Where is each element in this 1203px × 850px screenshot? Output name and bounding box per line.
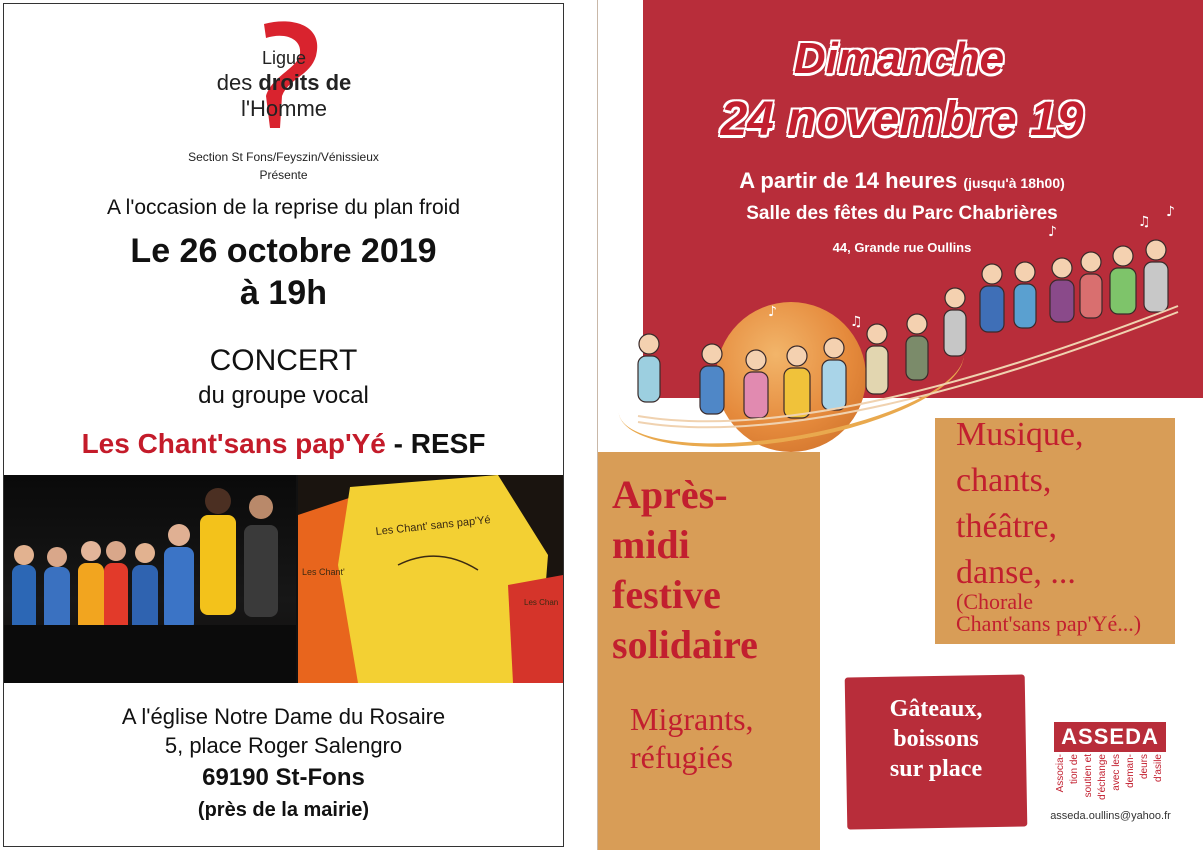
event-day: Dimanche — [793, 34, 1005, 83]
tshirt-photo — [298, 475, 563, 683]
ldh-line3: l'Homme — [240, 96, 328, 121]
festive-line: festive — [612, 572, 721, 617]
event-time-end: (jusqu'à 18h00) — [963, 175, 1065, 191]
asseda-email: asseda.oullins@yahoo.fr — [1050, 810, 1171, 822]
refreshments-line: sur place — [889, 756, 983, 782]
concert-date: Le 26 octobre 2019 — [130, 232, 437, 270]
ldh-line2 — [194, 70, 374, 96]
asseda-desc-col: avec les — [1111, 754, 1122, 791]
left-poster — [3, 3, 564, 847]
tshirt-text-3: Les Chan — [524, 598, 559, 607]
festive-line: Après- — [612, 472, 728, 517]
chorale-line: (Chorale — [956, 589, 1033, 614]
asseda-desc-col: deurs — [1139, 754, 1150, 780]
svg-text:♪: ♪ — [1048, 224, 1057, 240]
svg-text:♪: ♪ — [1166, 204, 1175, 220]
choir-photo — [4, 475, 563, 683]
choir-characters-illustration — [618, 196, 1188, 436]
svg-text:♪: ♪ — [768, 304, 777, 320]
group-suffix: - RESF — [385, 428, 486, 459]
festive-line: midi — [612, 522, 690, 567]
concert-time: à 19h — [240, 274, 327, 312]
tshirt-text-1: Les Chant' sans pap'Yé — [375, 513, 492, 538]
asseda-name: ASSEDA — [1054, 722, 1166, 752]
presents-text: Présente — [259, 168, 308, 182]
activity-item: chants, — [956, 462, 1052, 499]
near-note: (près de la mairie) — [197, 799, 370, 821]
ldh-line2-normal: des — [216, 70, 259, 95]
group-name: Les Chant'sans pap'Yé — [81, 428, 386, 459]
activity-item: danse, ... — [956, 554, 1076, 591]
ldh-line2-bold: droits de — [258, 70, 352, 95]
migrants-line: réfugiés — [630, 739, 734, 775]
chorale-note — [956, 591, 1176, 635]
asseda-desc-col: tion de — [1069, 754, 1080, 785]
event-venue: Salle des fêtes du Parc Chabrières — [746, 203, 1058, 224]
choir-stage-photo — [4, 475, 296, 683]
right-poster — [597, 0, 1203, 850]
concert-title: CONCERT — [209, 344, 358, 377]
asseda-desc-col: soutien et — [1083, 754, 1094, 798]
asseda-desc-col: deman- — [1125, 754, 1136, 788]
activity-item: Musique, — [956, 416, 1084, 453]
activity-item: théâtre, — [956, 508, 1057, 545]
ldh-logo — [194, 16, 374, 131]
chorale-line: Chant'sans pap'Yé...) — [956, 611, 1142, 636]
svg-text:♫: ♫ — [1138, 214, 1151, 230]
migrants-line: Migrants, — [630, 701, 754, 737]
event-time-main: A partir de 14 heures — [739, 168, 958, 193]
event-date: 24 novembre 19 — [720, 93, 1084, 146]
refreshments-line: boissons — [893, 726, 979, 752]
asseda-desc-col: Associa- — [1055, 754, 1066, 793]
ldh-line1: Ligue — [261, 48, 307, 68]
concert-subtitle: du groupe vocal — [198, 382, 369, 409]
asseda-desc-col: d'asile — [1153, 754, 1164, 783]
asseda-logo — [1054, 722, 1166, 800]
tshirt-text-2: Les Chant' — [302, 567, 345, 577]
section-name: Section St Fons/Feyszin/Vénissieux — [188, 150, 379, 164]
group-line — [4, 428, 563, 460]
asseda-description — [1054, 754, 1166, 814]
postal-city: 69190 St-Fons — [202, 764, 365, 791]
svg-text:♫: ♫ — [850, 314, 863, 330]
festive-heading — [612, 470, 822, 670]
occasion-text: A l'occasion de la reprise du plan froid — [106, 196, 461, 219]
asseda-desc-col: d'échange — [1097, 754, 1108, 800]
refreshments-text — [856, 694, 1016, 784]
refreshments-line: Gâteaux, — [889, 696, 983, 722]
address-line2: 5, place Roger Salengro — [164, 733, 403, 758]
address-line1: A l'église Notre Dame du Rosaire — [121, 704, 446, 729]
migrants-text — [630, 700, 820, 776]
event-time — [702, 168, 1102, 194]
festive-line: solidaire — [612, 622, 758, 667]
activities-list — [956, 412, 1176, 596]
event-street: 44, Grande rue Oullins — [832, 240, 972, 255]
